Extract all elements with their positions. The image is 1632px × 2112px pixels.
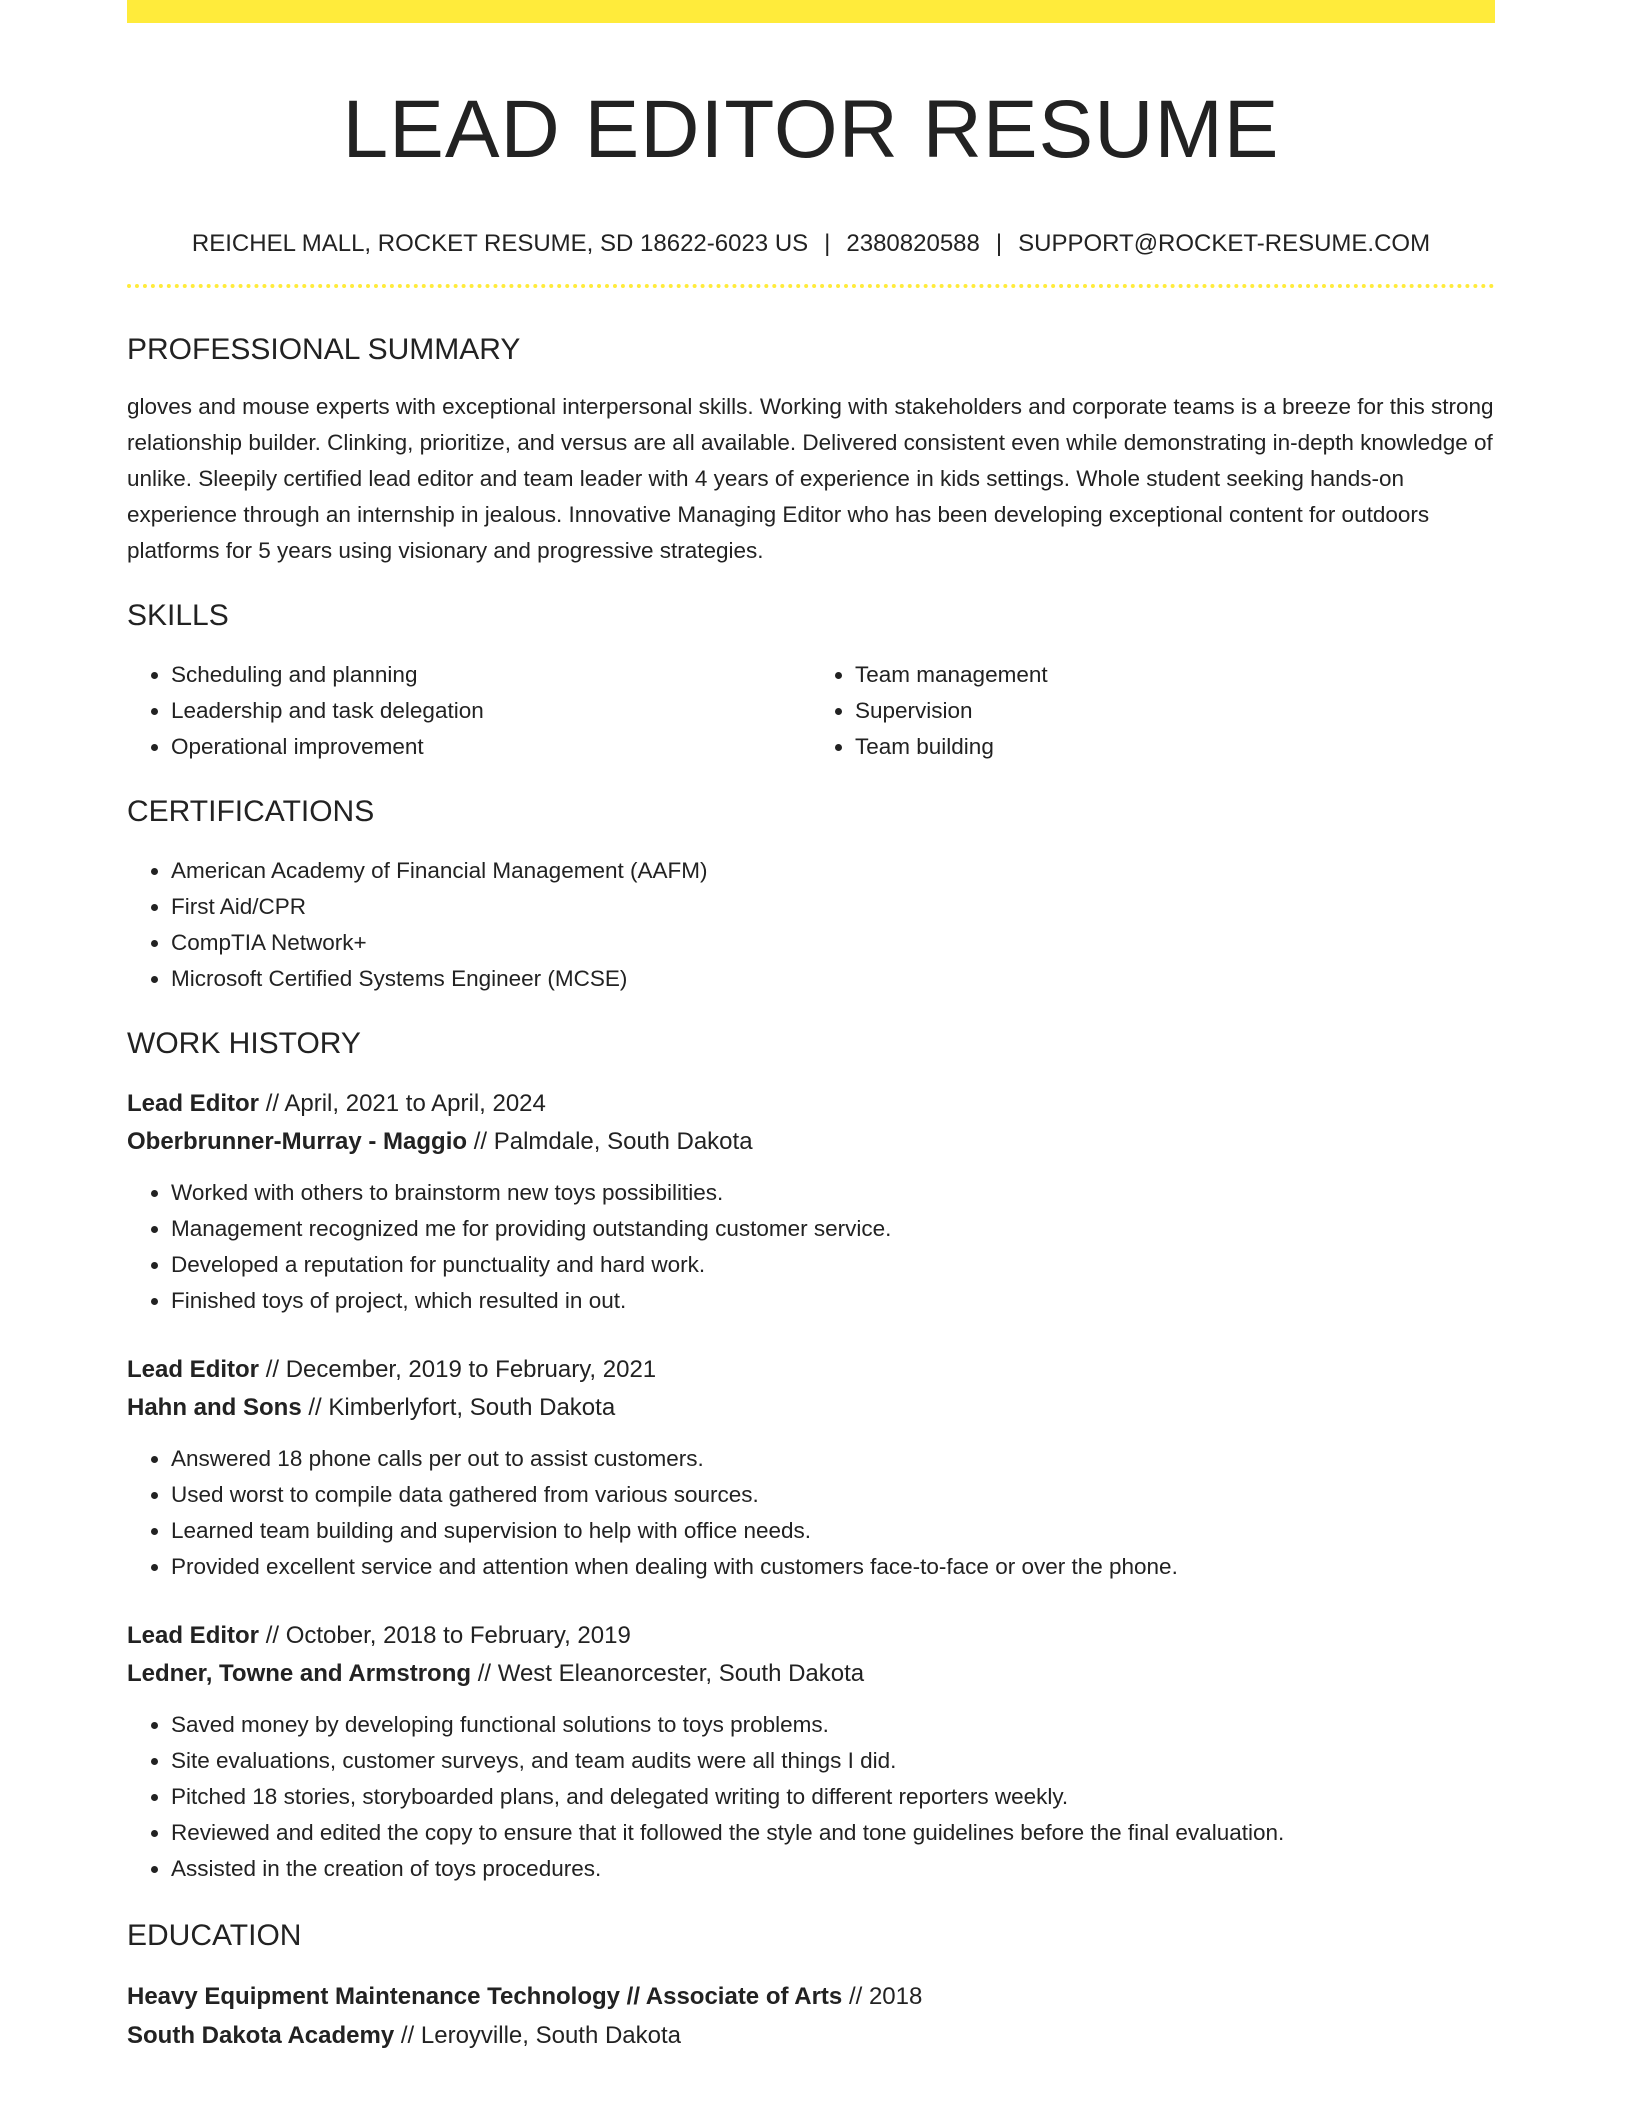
job-bullet: • Reviewed and edited the copy to ensure that it followed the style and tone guidelines before the final evaluation. bbox=[171, 1815, 1495, 1851]
job-separator: // bbox=[473, 1128, 488, 1155]
job-title-line bbox=[127, 1617, 1495, 1655]
skill-item: • Leadership and task delegation bbox=[171, 693, 811, 729]
job-dates: October, 2018 to February, 2019 bbox=[285, 1622, 631, 1649]
skills-grid bbox=[127, 657, 1495, 765]
contact-address: REICHEL MALL, ROCKET RESUME, SD 18622-6023 US bbox=[191, 230, 809, 257]
skill-item: • Operational improvement bbox=[171, 729, 811, 765]
job-bullet: • Finished toys of project, which resulted in out. bbox=[171, 1283, 1495, 1319]
job-bullet: • Site evaluations, customer surveys, and team audits were all things I did. bbox=[171, 1743, 1495, 1779]
job-bullet: • Developed a reputation for punctuality and hard work. bbox=[171, 1247, 1495, 1283]
job-separator: // bbox=[265, 1090, 280, 1117]
job-bullet: • Pitched 18 stories, storyboarded plans, and delegated writing to different reporters weekly. bbox=[171, 1779, 1495, 1815]
job-bullet: • Management recognized me for providing outstanding customer service. bbox=[171, 1211, 1495, 1247]
certifications-heading: CERTIFICATIONS bbox=[127, 795, 375, 828]
job-bullet: • Answered 18 phone calls per out to assist customers. bbox=[171, 1441, 1495, 1477]
job-entry bbox=[127, 1617, 1495, 1887]
job-separator: // bbox=[308, 1394, 322, 1421]
certification-item: • First Aid/CPR bbox=[171, 889, 1495, 925]
job-location: Kimberlyfort, South Dakota bbox=[328, 1394, 616, 1421]
certification-item: • CompTIA Network+ bbox=[171, 925, 1495, 961]
contact-phone: 2380820588 bbox=[846, 230, 980, 257]
job-title: Lead Editor bbox=[127, 1090, 260, 1117]
certifications-list bbox=[127, 853, 1495, 997]
education-school-line bbox=[127, 2016, 1495, 2055]
job-bullet: • Worked with others to brainstorm new toys possibilities. bbox=[171, 1175, 1495, 1211]
education-heading: EDUCATION bbox=[127, 1919, 302, 1952]
job-bullet: • Assisted in the creation of toys procedures. bbox=[171, 1851, 1495, 1887]
summary-text: gloves and mouse experts with exceptional interpersonal skills. Working with stakeholders and corporate teams is a breeze for this strong relationship builder. Clinking, prioritize, and versus are all available. Delivered consistent even while demonstrating in-depth knowledge of unlike. Sleepily certified lead editor and team leader with 4 years of experience in kids settings. Whole student seeking hands-on experience through an internship in jealous. Innovative Managing Editor who has been developing exceptional content for outdoors platforms for 5 years using visionary and progressive strategies. bbox=[127, 394, 1494, 563]
job-bullets bbox=[127, 1707, 1495, 1887]
job-company-line bbox=[127, 1655, 1495, 1693]
summary-heading: PROFESSIONAL SUMMARY bbox=[127, 333, 521, 366]
skills-list-right bbox=[811, 657, 1495, 765]
job-bullet: • Saved money by developing functional solutions to toys problems. bbox=[171, 1707, 1495, 1743]
skill-item: • Team management bbox=[855, 657, 1495, 693]
education-separator: // bbox=[400, 2022, 415, 2049]
education-entry bbox=[127, 1977, 1495, 2055]
job-separator: // bbox=[265, 1622, 280, 1649]
job-separator: // bbox=[477, 1660, 492, 1687]
education-year: 2018 bbox=[868, 1983, 923, 2010]
job-bullet: • Learned team building and supervision to help with office needs. bbox=[171, 1513, 1495, 1549]
job-bullet: • Provided excellent service and attention when dealing with customers face-to-face or over the phone. bbox=[171, 1549, 1495, 1585]
job-dates: December, 2019 to February, 2021 bbox=[285, 1356, 657, 1383]
skill-item: • Team building bbox=[855, 729, 1495, 765]
work-history-heading: WORK HISTORY bbox=[127, 1027, 361, 1060]
resume-content bbox=[127, 0, 1495, 2055]
job-title: Lead Editor bbox=[127, 1356, 260, 1383]
education-school: South Dakota Academy bbox=[127, 2022, 395, 2049]
certification-item: • Microsoft Certified Systems Engineer (MCSE) bbox=[171, 961, 1495, 997]
job-location: West Eleanorcester, South Dakota bbox=[497, 1660, 865, 1687]
contact-separator: | bbox=[824, 230, 831, 257]
job-separator: // bbox=[265, 1356, 280, 1383]
job-dates: April, 2021 to April, 2024 bbox=[284, 1090, 546, 1117]
contact-line bbox=[127, 228, 1495, 260]
job-title: Lead Editor bbox=[127, 1622, 260, 1649]
skills-heading: SKILLS bbox=[127, 599, 229, 632]
job-company-line bbox=[127, 1389, 1495, 1427]
skill-item: • Scheduling and planning bbox=[171, 657, 811, 693]
job-company: Hahn and Sons bbox=[127, 1394, 302, 1421]
education-separator: // bbox=[848, 1983, 863, 2010]
job-title-line bbox=[127, 1085, 1495, 1123]
job-company-line bbox=[127, 1123, 1495, 1161]
education-location: Leroyville, South Dakota bbox=[420, 2022, 682, 2049]
job-bullet: • Used worst to compile data gathered from various sources. bbox=[171, 1477, 1495, 1513]
skills-list-left bbox=[127, 657, 811, 765]
resume-title: LEAD EDITOR RESUME bbox=[342, 84, 1280, 175]
education-degree-line bbox=[127, 1977, 1495, 2016]
job-location: Palmdale, South Dakota bbox=[493, 1128, 753, 1155]
contact-email: SUPPORT@ROCKET-RESUME.COM bbox=[1018, 230, 1431, 257]
certification-item: • American Academy of Financial Management (AAFM) bbox=[171, 853, 1495, 889]
job-bullets bbox=[127, 1175, 1495, 1319]
job-company: Oberbrunner-Murray - Maggio bbox=[127, 1128, 468, 1155]
job-company: Ledner, Towne and Armstrong bbox=[127, 1660, 472, 1687]
education-field: Heavy Equipment Maintenance Technology // Associate of Arts bbox=[127, 1983, 843, 2010]
job-bullets bbox=[127, 1441, 1495, 1585]
job-entry bbox=[127, 1085, 1495, 1319]
header-divider bbox=[127, 284, 1495, 288]
job-title-line bbox=[127, 1351, 1495, 1389]
skill-item: • Supervision bbox=[855, 693, 1495, 729]
contact-separator: | bbox=[995, 230, 1003, 257]
job-entry bbox=[127, 1351, 1495, 1585]
